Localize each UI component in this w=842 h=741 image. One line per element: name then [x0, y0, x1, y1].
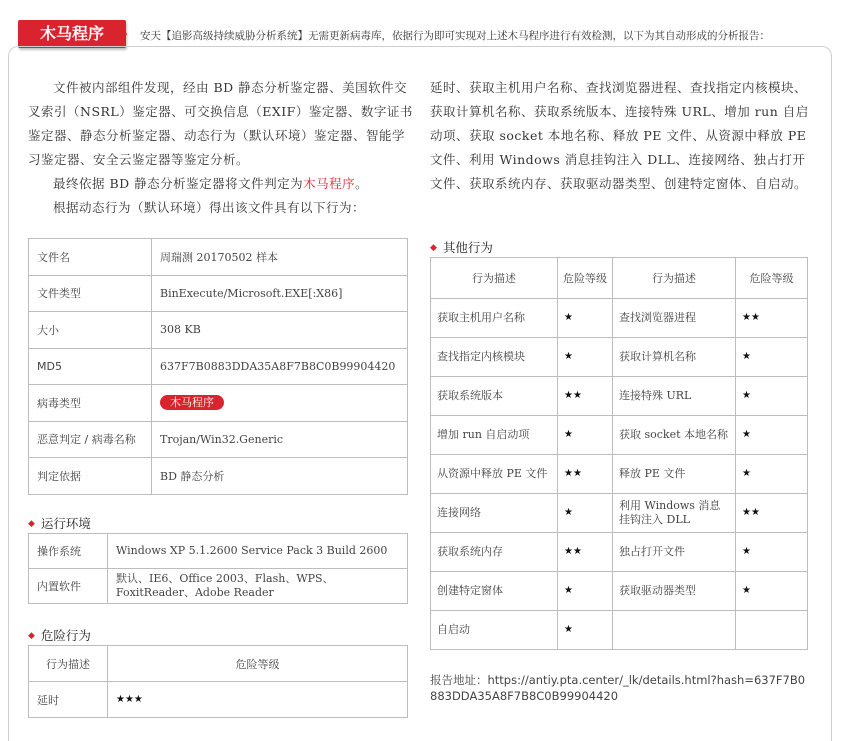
- info-value: 308 KB: [152, 312, 408, 349]
- table-row: [29, 646, 408, 682]
- level-cell: ★★: [736, 494, 808, 533]
- behavior-cell: 创建特定窗体: [431, 572, 558, 611]
- behavior-cell: 获取系统内存: [431, 533, 558, 572]
- info-value: [152, 385, 408, 422]
- env-key: 操作系统: [29, 534, 108, 569]
- table-row: [29, 534, 408, 569]
- file-info-table: [28, 238, 408, 495]
- intro-p2-suffix: 。: [355, 176, 369, 191]
- table-row: [431, 299, 808, 338]
- env-value: Windows XP 5.1.2600 Service Pack 3 Build 2600: [108, 534, 408, 569]
- behavior-cell: 查找浏览器进程: [613, 299, 736, 338]
- level-cell: ★: [558, 494, 613, 533]
- behavior-cell: 自启动: [431, 611, 558, 650]
- info-value: 637F7B0883DDA35A8F7B8C0B99904420: [152, 348, 408, 385]
- table-row: [29, 569, 408, 604]
- level-cell: ★: [558, 338, 613, 377]
- intro-paragraph-3: 根据动态行为（默认环境）得出该文件具有以下行为：: [53, 200, 366, 215]
- col-header: 危险等级: [558, 258, 613, 299]
- intro-paragraph-1: 文件被内部组件发现，经由 BD 静态分析鉴定器、美国软件交叉索引（NSRL）鉴定器、可交换信息（EXIF）鉴定器、数字证书鉴定器、静态分析鉴定器、动态行为（默认环境）鉴定器、智能学习鉴定器、安全云鉴定器等鉴定分析。: [28, 80, 413, 167]
- info-value: 周瑞测 20170502 样本: [152, 239, 408, 276]
- info-key: 文件类型: [29, 275, 152, 312]
- bullet-icon: ◆: [28, 519, 35, 529]
- other-section-title: [430, 238, 493, 256]
- risk-title: 危险行为: [40, 628, 91, 643]
- table-row: [431, 572, 808, 611]
- other-behavior-table: [430, 257, 808, 650]
- behavior-cell: 获取系统版本: [431, 377, 558, 416]
- risk-section-title: [28, 626, 91, 644]
- info-value: BinExecute/Microsoft.EXE[:X86]: [152, 275, 408, 312]
- table-row: [29, 458, 408, 495]
- info-key: 判定依据: [29, 458, 152, 495]
- table-row: [29, 682, 408, 718]
- behavior-cell: [613, 611, 736, 650]
- table-row: [29, 239, 408, 276]
- behavior-cell: 连接网络: [431, 494, 558, 533]
- level-cell: ★: [736, 416, 808, 455]
- risk-header-level: 危险等级: [108, 646, 408, 682]
- info-key: 文件名: [29, 239, 152, 276]
- behavior-cell: 获取主机用户名称: [431, 299, 558, 338]
- behavior-cell: 获取驱动器类型: [613, 572, 736, 611]
- table-row: [431, 338, 808, 377]
- table-row: [431, 533, 808, 572]
- header-description: 安天【追影高级持续威胁分析系统】无需更新病毒库，依据行为即可实现对上述木马程序进行有效检测，以下为其自动形成的分析报告：: [140, 30, 770, 42]
- behavior-cell: 从资源中释放 PE 文件: [431, 455, 558, 494]
- behavior-cell: 独占打开文件: [613, 533, 736, 572]
- bullet-icon: ◆: [430, 243, 437, 253]
- risk-header-desc: 行为描述: [29, 646, 108, 682]
- behavior-cell: 连接特殊 URL: [613, 377, 736, 416]
- level-cell: ★★: [558, 377, 613, 416]
- info-value: BD 静态分析: [152, 458, 408, 495]
- env-section-title: [28, 514, 91, 532]
- level-cell: ★: [736, 377, 808, 416]
- level-cell: ★: [736, 572, 808, 611]
- level-cell: ★: [558, 572, 613, 611]
- table-row: [29, 312, 408, 349]
- level-cell: [736, 611, 808, 650]
- table-row: [29, 348, 408, 385]
- table-header-row: [431, 258, 808, 299]
- behavior-cell: 利用 Windows 消息挂钩注入 DLL: [613, 494, 736, 533]
- table-row: [431, 416, 808, 455]
- header: [0, 0, 842, 50]
- level-cell: ★★: [558, 455, 613, 494]
- behavior-list-text: 延时、获取主机用户名称、查找浏览器进程、查找指定内核模块、获取计算机名称、获取系统版本、连接特殊 URL、增加 run 自启动项、获取 socket 本地名称、释放 PE 文件、从资源中释放 PE 文件、利用 Windows 消息挂钩注入 DLL、连接网络、独占打开文件、获取系统内存、获取驱动器类型、创建特定窗体、自启动。: [430, 80, 809, 191]
- risk-behavior: 延时: [29, 682, 108, 718]
- level-cell: ★: [558, 416, 613, 455]
- behavior-cell: 释放 PE 文件: [613, 455, 736, 494]
- table-row: [29, 421, 408, 458]
- env-key: 内置软件: [29, 569, 108, 604]
- level-cell: ★★: [558, 533, 613, 572]
- info-key: MD5: [29, 348, 152, 385]
- env-value: 默认、IE6、Office 2003、Flash、WPS、FoxitReader、Adobe Reader: [108, 569, 408, 604]
- intro-paragraph-2: [28, 172, 414, 196]
- table-row: [29, 275, 408, 312]
- risk-level: ★★★: [108, 682, 408, 718]
- level-cell: ★: [736, 455, 808, 494]
- behavior-cell: 查找指定内核模块: [431, 338, 558, 377]
- table-row: [431, 377, 808, 416]
- behavior-cell: 获取计算机名称: [613, 338, 736, 377]
- col-header: 危险等级: [736, 258, 808, 299]
- bullet-icon: ◆: [28, 631, 35, 641]
- col-header: 行为描述: [431, 258, 558, 299]
- category-tag-tail: [118, 20, 127, 48]
- level-cell: ★: [558, 611, 613, 650]
- behavior-cell: 获取 socket 本地名称: [613, 416, 736, 455]
- col-header: 行为描述: [613, 258, 736, 299]
- table-row: [29, 385, 408, 422]
- env-table: [28, 533, 408, 604]
- level-cell: ★: [736, 338, 808, 377]
- other-title: 其他行为: [442, 240, 493, 255]
- level-cell: ★: [736, 533, 808, 572]
- info-key: 恶意判定 / 病毒名称: [29, 421, 152, 458]
- intro-p2-prefix: 最终依据 BD 静态分析鉴定器将文件判定为: [53, 176, 304, 191]
- info-key: 病毒类型: [29, 385, 152, 422]
- level-cell: ★: [558, 299, 613, 338]
- table-row: [431, 494, 808, 533]
- info-value: Trojan/Win32.Generic: [152, 421, 408, 458]
- table-row: [431, 611, 808, 650]
- category-tag: 木马程序: [18, 20, 126, 48]
- table-row: [431, 455, 808, 494]
- verdict-highlight: 木马程序: [303, 176, 356, 191]
- risk-table: [28, 645, 408, 718]
- level-cell: ★★: [736, 299, 808, 338]
- virus-type-badge: 木马程序: [160, 395, 224, 410]
- info-key: 大小: [29, 312, 152, 349]
- behavior-cell: 增加 run 自启动项: [431, 416, 558, 455]
- env-title: 运行环境: [40, 516, 91, 531]
- report-address: 报告地址：https://antiy.pta.center/_lk/details.html?hash=637F7B0883DDA35A8F7B8C0B99904420: [430, 673, 806, 703]
- intro-text: [28, 76, 414, 220]
